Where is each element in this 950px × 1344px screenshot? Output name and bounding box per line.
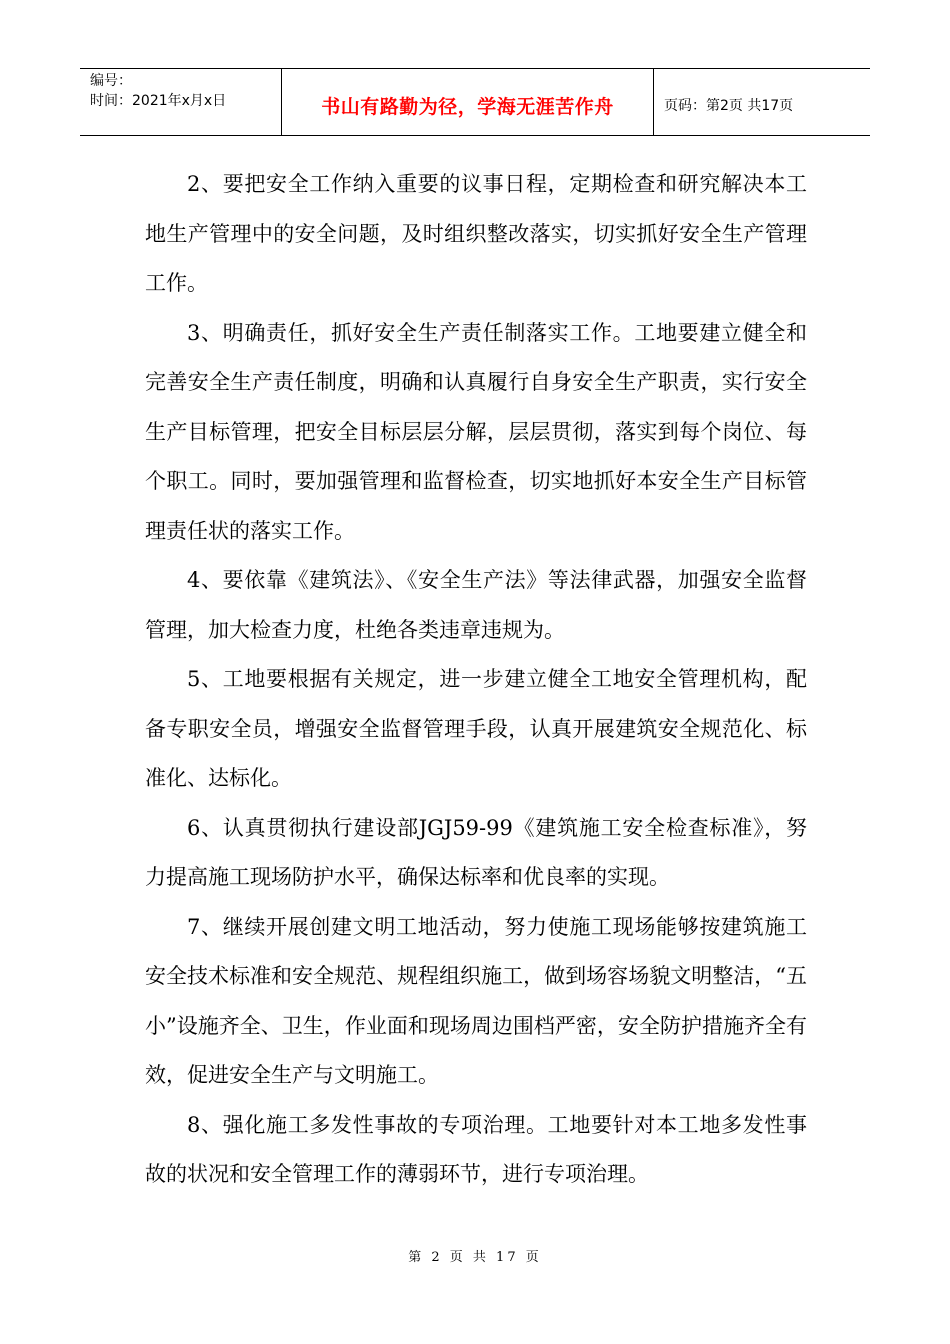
paragraph-5: 5、工地要根据有关规定，进一步建立健全工地安全管理机构，配备专职安全员，增强安全监督管理手段，认真开展建筑安全规范化、标准化、达标化。 [145,667,807,790]
header-motto: 书山有路勤为径，学海无涯苦作舟 [321,95,614,118]
header-page-info: 页码：第2页 共17页 [664,98,794,114]
paragraph-3: 3、明确责任，抓好安全生产责任制落实工作。工地要建立健全和完善安全生产责任制度，明确和认真履行自身安全生产职责，实行安全生产目标管理，把安全目标层层分解，层层贯彻，落实到每个岗位、每个职工。同时，要加强管理和监督检查，切实地抓好本安全生产目标管理责任状的落实工作。 [145,320,807,543]
paragraph-8: 8、强化施工多发性事故的专项治理。工地要针对本工地多发性事故的状况和安全管理工作的薄弱环节，进行专项治理。 [145,1112,807,1186]
paragraph-4: 4、要依靠《建筑法》、《安全生产法》等法律武器，加强安全监督管理，加大检查力度，杜绝各类违章违规为。 [145,568,807,642]
paragraph-2: 2、要把安全工作纳入重要的议事日程，定期检查和研究解决本工地生产管理中的安全问题，及时组织整改落实，切实抓好安全生产管理工作。 [145,172,807,295]
paragraph-6: 6、认真贯彻执行建设部JGJ59-99《建筑施工安全检查标准》，努力提高施工现场防护水平，确保达标率和优良率的实现。 [145,815,807,889]
header-motto-cell [282,69,654,135]
document-time-label: 时间：2021年x月x日 [90,93,227,109]
page-footer: 第 2 页 共 17 页 [408,1250,542,1265]
header-meta [80,69,282,135]
page-header [80,68,870,136]
document-number-label: 编号： [90,73,132,89]
paragraph-7: 7、继续开展创建文明工地活动，努力使施工现场能够按建筑施工安全技术标准和安全规范、规程组织施工，做到场容场貌文明整洁，“五小”设施齐全、卫生，作业面和现场周边围档严密，安全防护措施齐全有效，促进安全生产与文明施工。 [145,914,807,1087]
document-body [145,160,807,1200]
